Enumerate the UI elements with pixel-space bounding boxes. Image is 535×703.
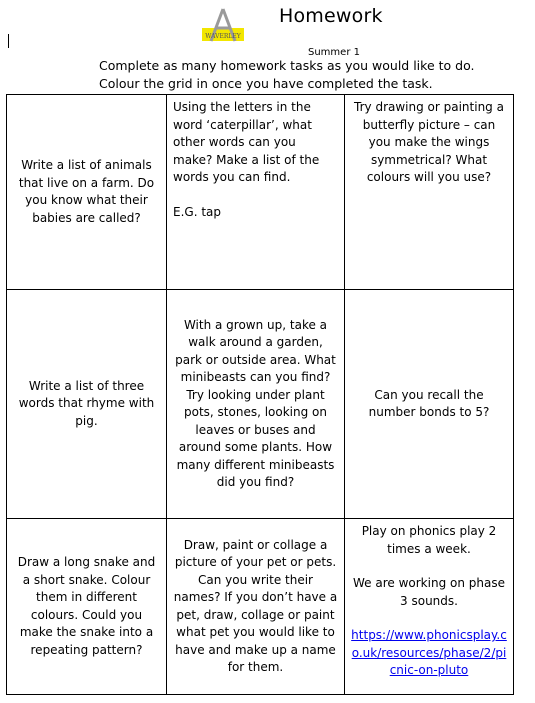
task-caterpillar-words — [167, 95, 345, 290]
instruction-line-2: Colour the grid in once you have completed the task. — [99, 76, 433, 91]
phonics-play-link[interactable]: https://www.phonicsplay.co.uk/resources/phase/2/picnic-on-pluto — [351, 628, 507, 677]
school-logo — [202, 8, 244, 46]
text-cursor — [8, 34, 9, 48]
task-caterpillar-example: E.G. tap — [173, 204, 221, 219]
task-pet-picture: Draw, paint or collage a picture of your pet or pets. Can you write their names? If you don’t have a pet, draw, collage or paint what pet you would like to have and make up a name for them. — [167, 519, 345, 695]
homework-grid — [6, 94, 514, 695]
task-butterfly-picture: Try drawing or painting a butterfly picture – can you make the wings symmetrical? What colours will you use? — [345, 95, 514, 290]
page-title: Homework — [279, 5, 383, 27]
task-snake-pattern: Draw a long snake and a short snake. Colour them in different colours. Could you make the snake into a repeating pattern? — [7, 519, 167, 695]
grid-row — [7, 290, 514, 519]
logo-text: WAVERLEY — [205, 33, 241, 40]
grid-row — [7, 519, 514, 695]
grid-row — [7, 95, 514, 290]
task-caterpillar-text: Using the letters in the word ‘caterpillar’, what other words can you make? Make a list of the words you can find. — [173, 100, 320, 184]
task-rhyme-pig: Write a list of three words that rhyme with pig. — [7, 290, 167, 519]
instruction-line-1: Complete as many homework tasks as you would like to do. — [99, 58, 475, 73]
task-number-bonds: Can you recall the number bonds to 5? — [345, 290, 514, 519]
phonics-frequency: Play on phonics play 2 times a week. — [361, 524, 497, 556]
task-minibeast-walk: With a grown up, take a walk around a garden, park or outside area. What minibeasts can you find? Try looking under plant pots, stones, looking on leaves or buses and around some plants. How many different minibeasts did you find? — [167, 290, 345, 519]
term-label: Summer 1 — [308, 47, 360, 58]
phonics-phase: We are working on phase 3 sounds. — [353, 576, 505, 608]
task-phonics-play — [345, 519, 514, 695]
task-farm-animals: Write a list of animals that live on a farm. Do you know what their babies are called? — [7, 95, 167, 290]
